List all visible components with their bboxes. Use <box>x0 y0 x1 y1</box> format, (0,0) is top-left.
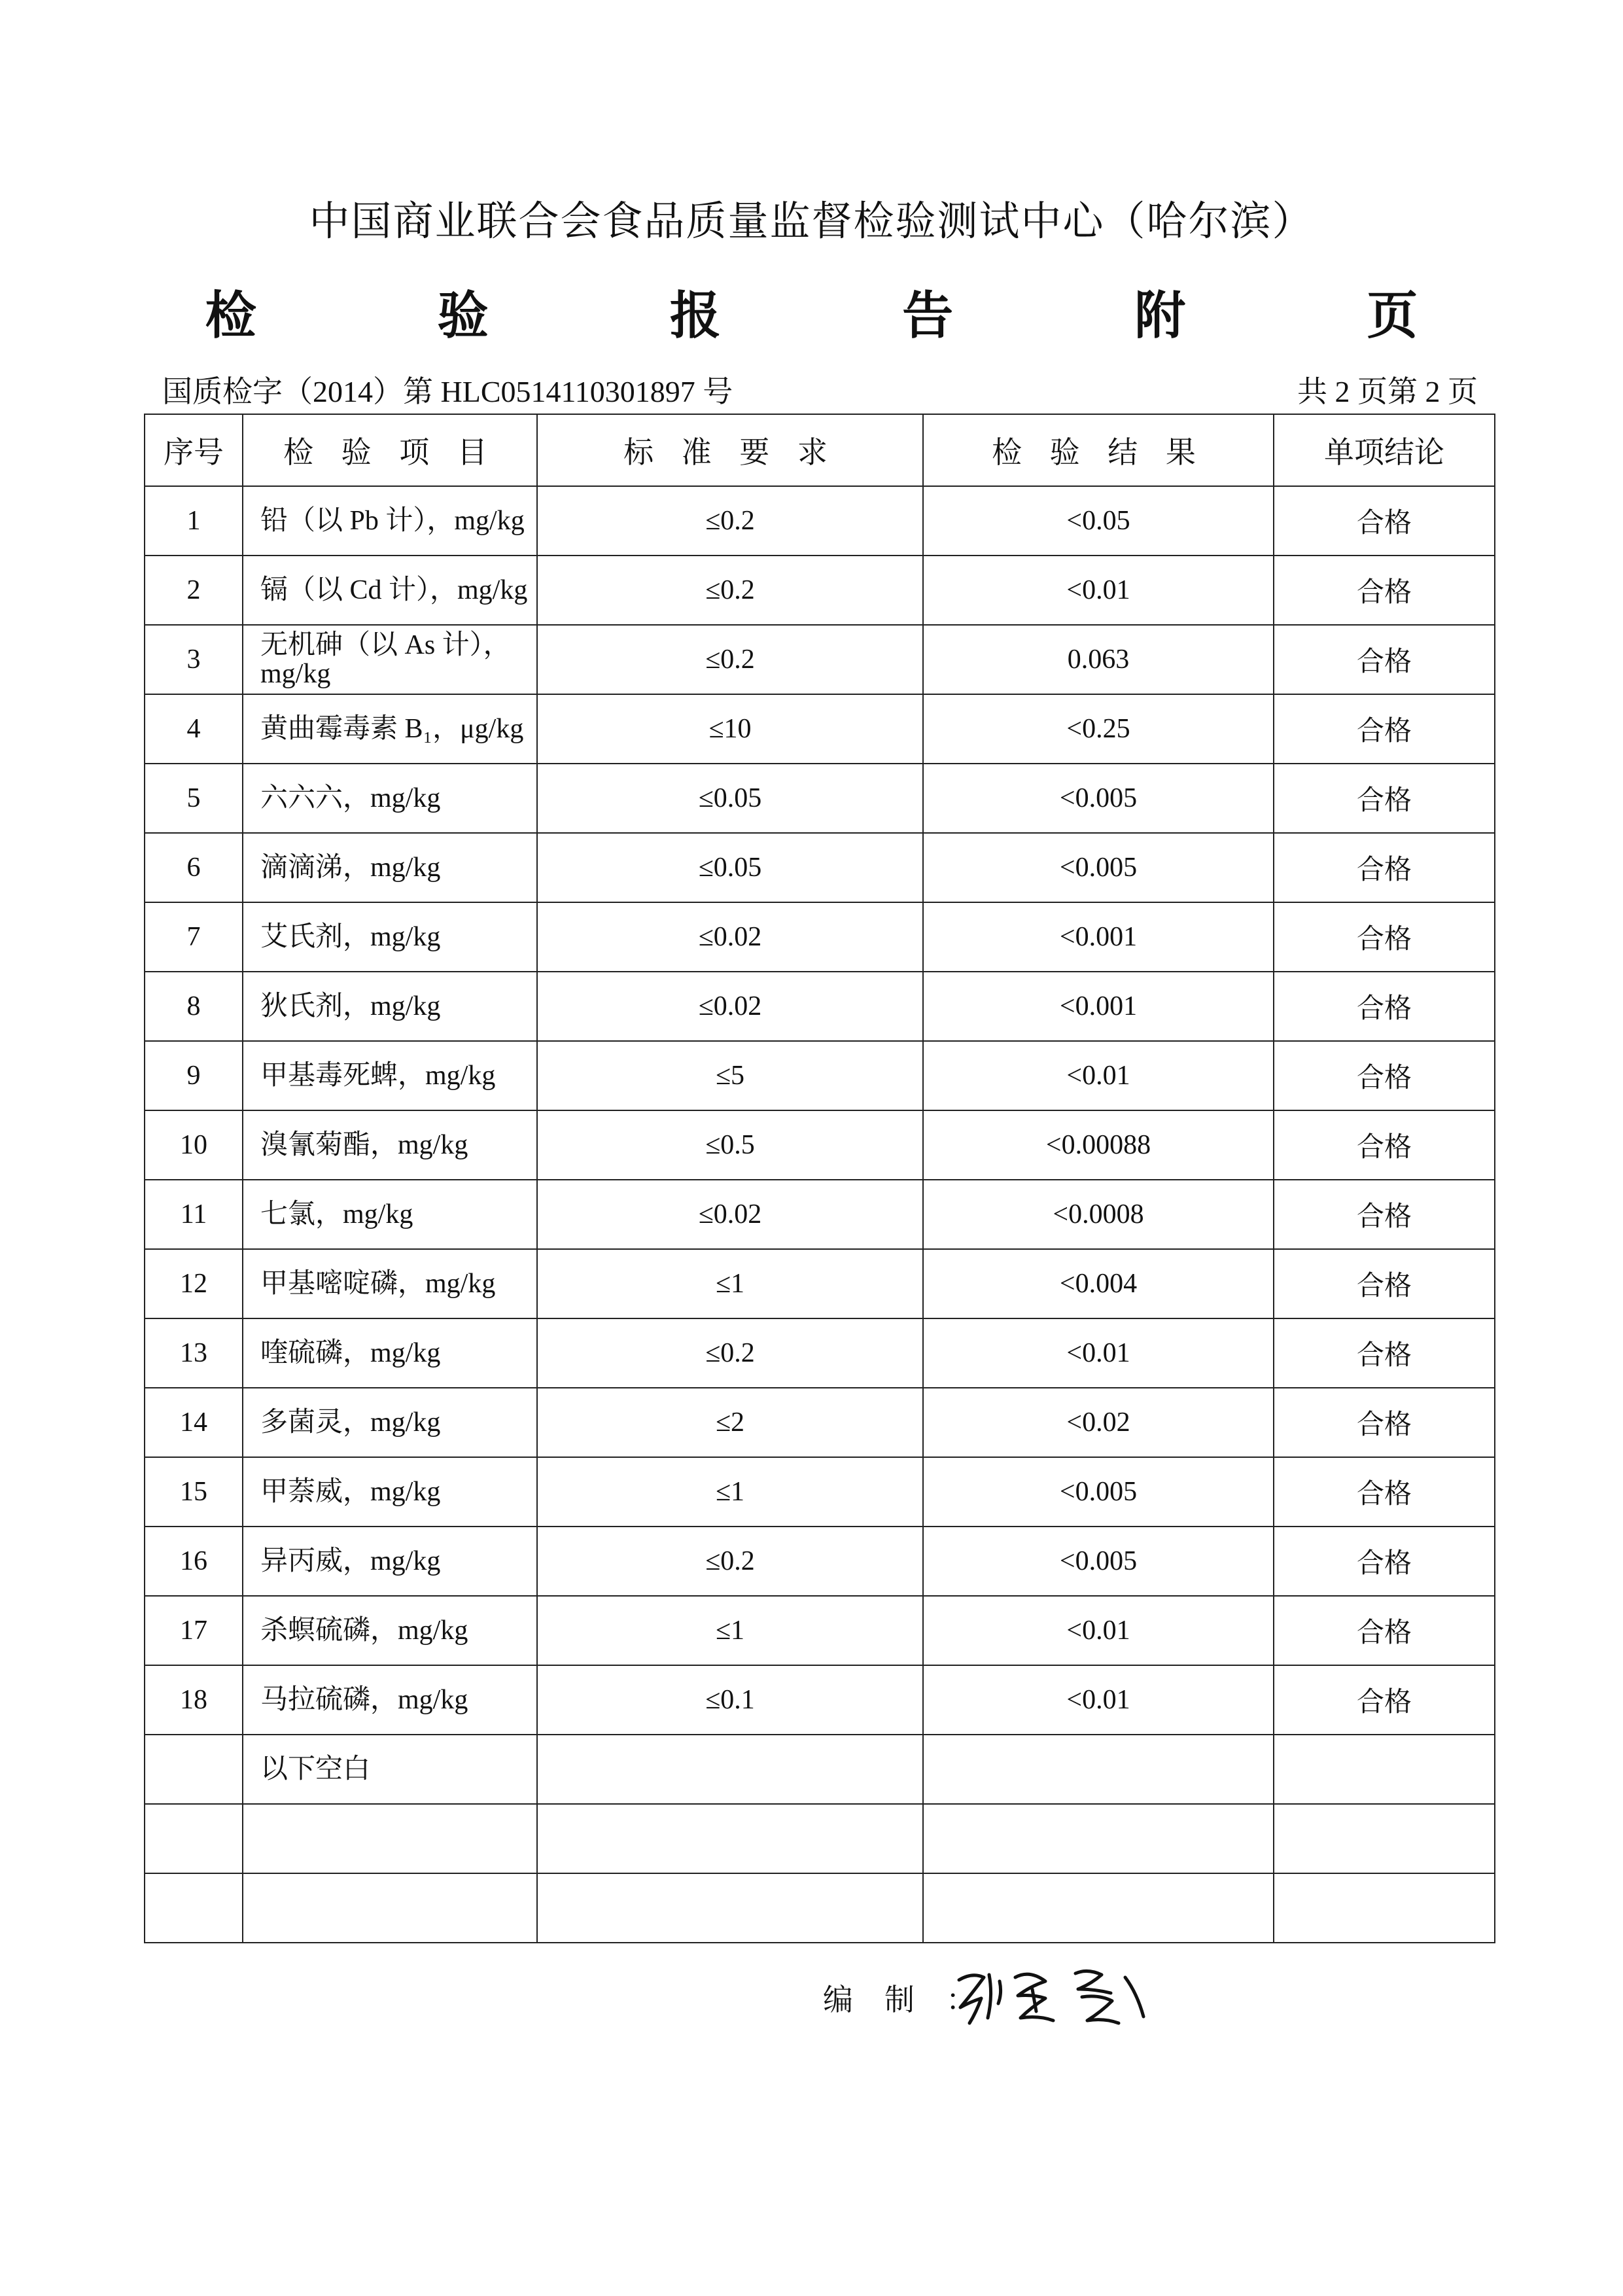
cell-no: 12 <box>145 1249 243 1318</box>
table-row <box>145 1527 1495 1596</box>
cell-no: 7 <box>145 902 243 972</box>
cell-result: <0.00088 <box>923 1110 1274 1180</box>
cell-item: 黄曲霉毒素 B₁，μg/kg <box>243 694 537 764</box>
cell-standard: ≤0.02 <box>537 1180 923 1249</box>
cell-verdict: 合格 <box>1274 1318 1495 1388</box>
cell-verdict: 合格 <box>1274 1457 1495 1527</box>
handwritten-signature <box>947 1955 1157 2034</box>
cell-standard: ≤1 <box>537 1249 923 1318</box>
table-row <box>145 1249 1495 1318</box>
cell-standard: ≤0.02 <box>537 972 923 1041</box>
table-row <box>145 1735 1495 1804</box>
cell-item: 滴滴涕，mg/kg <box>243 833 537 902</box>
table-row <box>145 1388 1495 1457</box>
cell-item: 甲基毒死蜱，mg/kg <box>243 1041 537 1110</box>
cell-result: <0.001 <box>923 972 1274 1041</box>
cell-standard: ≤10 <box>537 694 923 764</box>
cell-result: <0.005 <box>923 1457 1274 1527</box>
cell-result: <0.005 <box>923 1527 1274 1596</box>
table-row <box>145 1596 1495 1665</box>
cell-no: 4 <box>145 694 243 764</box>
cell-result: <0.01 <box>923 1318 1274 1388</box>
cell-verdict: 合格 <box>1274 764 1495 833</box>
cell-item: 艾氏剂，mg/kg <box>243 902 537 972</box>
cell-standard <box>537 1804 923 1873</box>
table-row <box>145 1041 1495 1110</box>
cell-item: 以下空白 <box>243 1735 537 1804</box>
cell-standard: ≤0.2 <box>537 486 923 556</box>
cell-item <box>243 1804 537 1873</box>
cell-result: <0.01 <box>923 556 1274 625</box>
cell-no: 6 <box>145 833 243 902</box>
table-row <box>145 1457 1495 1527</box>
cell-standard: ≤0.2 <box>537 556 923 625</box>
cell-result: <0.01 <box>923 1665 1274 1735</box>
cell-no: 15 <box>145 1457 243 1527</box>
cell-result: <0.01 <box>923 1041 1274 1110</box>
cell-no: 13 <box>145 1318 243 1388</box>
cell-item: 六六六，mg/kg <box>243 764 537 833</box>
cell-item: 甲基嘧啶磷，mg/kg <box>243 1249 537 1318</box>
cell-standard: ≤0.1 <box>537 1665 923 1735</box>
cell-item: 溴氰菊酯，mg/kg <box>243 1110 537 1180</box>
cell-standard: ≤0.2 <box>537 1527 923 1596</box>
cell-verdict: 合格 <box>1274 1041 1495 1110</box>
cell-standard: ≤0.2 <box>537 625 923 694</box>
col-header-result: 检 验 结 果 <box>923 414 1274 486</box>
table-row <box>145 486 1495 556</box>
cell-result: 0.063 <box>923 625 1274 694</box>
cell-no <box>145 1873 243 1943</box>
cell-verdict: 合格 <box>1274 556 1495 625</box>
table-row <box>145 1873 1495 1943</box>
cell-standard: ≤2 <box>537 1388 923 1457</box>
cell-verdict <box>1274 1735 1495 1804</box>
results-table <box>144 414 1495 1943</box>
cell-no: 2 <box>145 556 243 625</box>
cell-result: <0.02 <box>923 1388 1274 1457</box>
cell-standard: ≤0.2 <box>537 1318 923 1388</box>
cell-standard: ≤5 <box>537 1041 923 1110</box>
table-row <box>145 972 1495 1041</box>
cell-verdict: 合格 <box>1274 1388 1495 1457</box>
cell-verdict: 合格 <box>1274 1249 1495 1318</box>
cell-result: <0.05 <box>923 486 1274 556</box>
table-row <box>145 1665 1495 1735</box>
cell-standard <box>537 1873 923 1943</box>
cell-result: <0.01 <box>923 1596 1274 1665</box>
cell-item: 镉（以 Cd 计），mg/kg <box>243 556 537 625</box>
cell-verdict <box>1274 1804 1495 1873</box>
cell-item: 杀螟硫磷，mg/kg <box>243 1596 537 1665</box>
table-header-row <box>145 414 1495 486</box>
cell-result <box>923 1804 1274 1873</box>
compiled-by-label: 编制： <box>823 1982 1007 2017</box>
cell-no: 10 <box>145 1110 243 1180</box>
table-row <box>145 833 1495 902</box>
cell-verdict: 合格 <box>1274 625 1495 694</box>
cell-no: 16 <box>145 1527 243 1596</box>
cell-item: 甲萘威，mg/kg <box>243 1457 537 1527</box>
cell-result <box>923 1735 1274 1804</box>
report-number: 国质检字（2014）第 HLC0514110301897 号 <box>162 375 733 408</box>
cell-standard: ≤0.02 <box>537 902 923 972</box>
cell-no <box>145 1735 243 1804</box>
cell-no: 3 <box>145 625 243 694</box>
institution-title: 中国商业联合会食品质量监督检验测试中心（哈尔滨） <box>309 197 1314 245</box>
cell-no: 1 <box>145 486 243 556</box>
cell-no: 17 <box>145 1596 243 1665</box>
cell-standard: ≤1 <box>537 1457 923 1527</box>
cell-verdict: 合格 <box>1274 902 1495 972</box>
cell-verdict: 合格 <box>1274 1527 1495 1596</box>
cell-result: <0.001 <box>923 902 1274 972</box>
table-row <box>145 556 1495 625</box>
cell-item: 马拉硫磷，mg/kg <box>243 1665 537 1735</box>
cell-result: <0.0008 <box>923 1180 1274 1249</box>
table-row <box>145 1180 1495 1249</box>
cell-result: <0.004 <box>923 1249 1274 1318</box>
cell-item: 七氯，mg/kg <box>243 1180 537 1249</box>
cell-item: 异丙威，mg/kg <box>243 1527 537 1596</box>
table-row <box>145 902 1495 972</box>
cell-verdict: 合格 <box>1274 1665 1495 1735</box>
cell-item: 无机砷（以 As 计），mg/kg <box>243 625 537 694</box>
cell-verdict: 合格 <box>1274 1596 1495 1665</box>
cell-item: 狄氏剂，mg/kg <box>243 972 537 1041</box>
cell-no: 11 <box>145 1180 243 1249</box>
page-info: 共 2 页第 2 页 <box>1297 375 1478 408</box>
cell-item: 多菌灵，mg/kg <box>243 1388 537 1457</box>
table-row <box>145 625 1495 694</box>
table-row <box>145 1110 1495 1180</box>
col-header-no: 序号 <box>145 414 243 486</box>
cell-verdict: 合格 <box>1274 486 1495 556</box>
cell-verdict <box>1274 1873 1495 1943</box>
cell-verdict: 合格 <box>1274 972 1495 1041</box>
cell-standard: ≤0.05 <box>537 833 923 902</box>
cell-result <box>923 1873 1274 1943</box>
cell-result: <0.25 <box>923 694 1274 764</box>
col-header-item: 检 验 项 目 <box>243 414 537 486</box>
cell-standard: ≤0.05 <box>537 764 923 833</box>
table-row <box>145 764 1495 833</box>
col-header-verdict: 单项结论 <box>1274 414 1495 486</box>
cell-item <box>243 1873 537 1943</box>
report-title: 检 验 报 告 附 页 <box>205 287 1500 345</box>
cell-no: 18 <box>145 1665 243 1735</box>
cell-verdict: 合格 <box>1274 694 1495 764</box>
cell-verdict: 合格 <box>1274 1110 1495 1180</box>
cell-result: <0.005 <box>923 833 1274 902</box>
cell-item: 铅（以 Pb 计），mg/kg <box>243 486 537 556</box>
cell-verdict: 合格 <box>1274 833 1495 902</box>
cell-item: 喹硫磷，mg/kg <box>243 1318 537 1388</box>
cell-no: 14 <box>145 1388 243 1457</box>
cell-no: 8 <box>145 972 243 1041</box>
cell-no <box>145 1804 243 1873</box>
table-row <box>145 1804 1495 1873</box>
cell-no: 5 <box>145 764 243 833</box>
cell-standard <box>537 1735 923 1804</box>
table-row <box>145 1318 1495 1388</box>
cell-no: 9 <box>145 1041 243 1110</box>
table-row <box>145 694 1495 764</box>
cell-verdict: 合格 <box>1274 1180 1495 1249</box>
cell-result: <0.005 <box>923 764 1274 833</box>
col-header-standard: 标 准 要 求 <box>537 414 923 486</box>
cell-standard: ≤1 <box>537 1596 923 1665</box>
cell-standard: ≤0.5 <box>537 1110 923 1180</box>
